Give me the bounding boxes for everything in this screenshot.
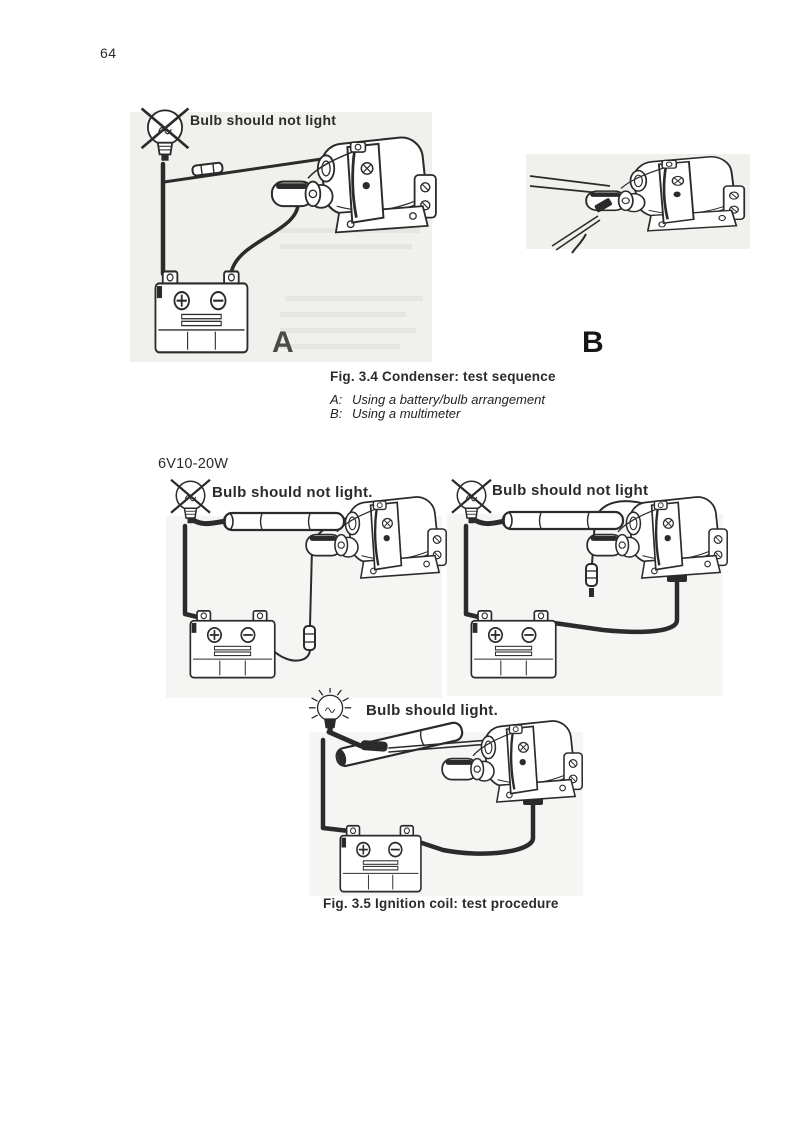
legend-text: Using a battery/bulb arrangement [352,392,545,407]
test2-bulb-note: Bulb should not light [492,482,649,499]
legend-text: Using a multimeter [352,406,461,421]
fig35-test2-art [443,472,729,704]
fig34-diagram-b-art [526,146,754,281]
battery-icon [155,271,247,352]
fig34-caption: Fig. 3.4 Condenser: test sequence [330,369,556,384]
ht-cable-icon [224,513,344,530]
ht-cable-icon [503,512,623,529]
fig35-test3-art [303,688,589,903]
inline-connector [360,740,388,752]
legend-key: B: [330,406,343,421]
diagram-a-letter: A [272,326,294,359]
page-number: 64 [100,45,117,61]
test1-bulb-note: Bulb should not light. [212,484,373,501]
fig35-test1-art [162,474,448,706]
bulb-rating-label: 6V10-20W [158,456,229,472]
fig34-legend-b [330,407,460,422]
legend-key: A: [330,392,343,407]
fig35-caption: Fig. 3.5 Ignition coil: test procedure [323,896,559,911]
battery-icon [471,611,555,678]
battery-icon [190,611,274,678]
battery-icon [340,826,421,892]
diagram-b-letter: B [582,326,604,359]
diagram-a-bulb-note: Bulb should not light [190,112,337,128]
inline-connector [304,626,315,650]
lit-bulb-icon [309,688,351,732]
test3-bulb-note: Bulb should light. [366,702,499,719]
